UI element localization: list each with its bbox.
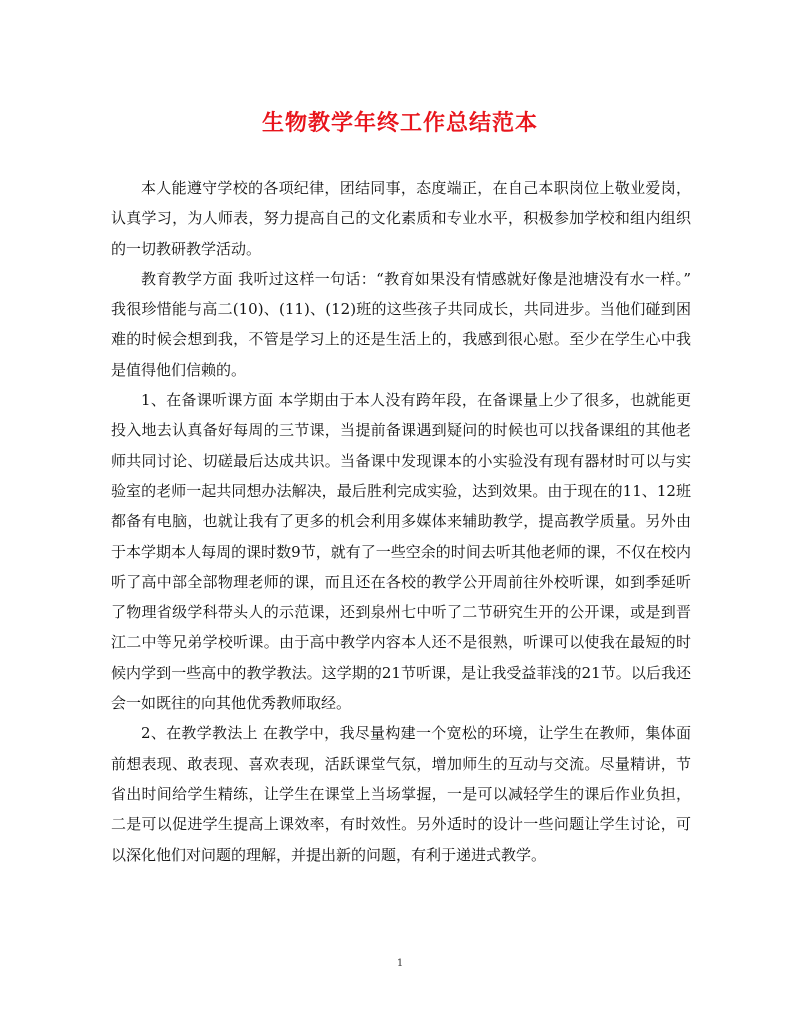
page-number: 1 bbox=[396, 958, 404, 969]
paragraph-intro: 本人能遵守学校的各项纪律，团结同事，态度端正，在自己本职岗位上敬业爱岗，认真学习，为人师表，努力提高自己的文化素质和专业水平，积极参加学校和组内组织的一切教研教学活动。 bbox=[111, 179, 691, 258]
paragraph-lesson-prep: 1、在备课听课方面 本学期由于本人没有跨年段，在备课量上少了很多，也就能更投入地去认真备好每周的三节课，当提前备课遇到疑问的时候也可以找备课组的其他老师共同讨论、切磋最后达成共识。当备课中发现课本的小实验没有现有器材时可以与实验室的老师一起共同想办法解决，最后胜利完成实验，达到效果。由于现在的11、12班都备有电脑，也就让我有了更多的机会利用多媒体来辅助教学，提高教学质量。另外由于本学期本人每周的课时数9节，就有了一些空余的时间去听其他老师的课，不仅在校内听了高中部全部物理老师的课，而且还在各校的教学公开周前往外校听课，如到季延听了物理省级学科带头人的示范课，还到泉州七中听了二节研究生开的公开课，或是到晋江二中等兄弟学校听课。由于高中教学内容本人还不是很熟，听课可以使我在最短的时候内学到一些高中的教学教法。这学期的21节听课，是让我受益菲浅的21节。以后我还会一如既往的向其他优秀教师取经。 bbox=[111, 391, 691, 713]
paragraph-teaching-methods: 2、在教学教法上 在教学中，我尽量构建一个宽松的环境，让学生在教师，集体面前想表现、敢表现、喜欢表现，活跃课堂气氛，增加师生的互动与交流。尽量精讲，节省出时间给学生精练，让学生在课堂上当场掌握，一是可以减轻学生的课后作业负担，二是可以促进学生提高上课效率，有时效性。另外适时的设计一些问题让学生讨论，可以深化他们对问题的理解，并提出新的问题，有利于递进式教学。 bbox=[111, 724, 691, 864]
document-title: 生物教学年终工作总结范本 bbox=[261, 110, 538, 136]
paragraph-teaching: 教育教学方面 我听过这样一句话：“教育如果没有情感就好像是池塘没有水一样。” 我很珍惜能与高二(10)、(11)、(12)班的这些孩子共同成长，共同进步。当他们碰到困难的时候会想到我，不管是学习上的还是生活上的，我感到很心慰。至少在学生心中我是值得他们信赖的。 bbox=[111, 269, 691, 379]
document-body bbox=[111, 173, 691, 870]
